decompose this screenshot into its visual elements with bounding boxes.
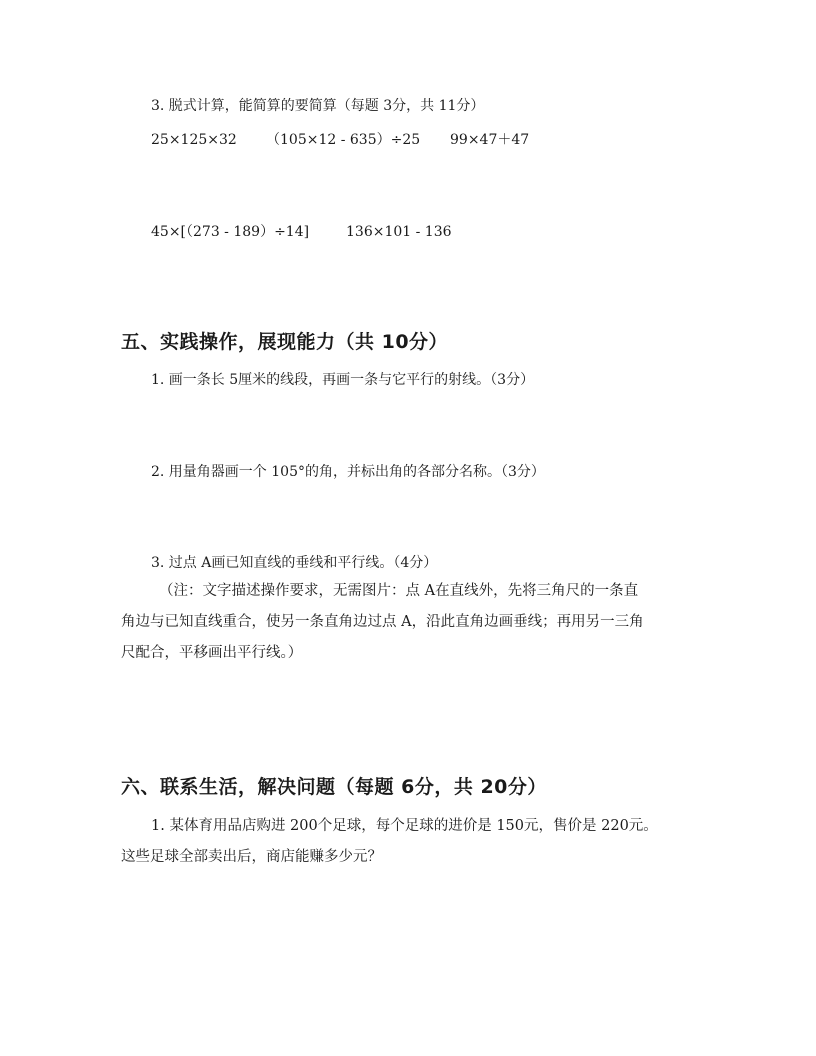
q3-expr-4: 45×[（273 - 189）÷14]: [151, 224, 310, 240]
q3-expr-3: 99×47＋47: [450, 132, 530, 148]
note-line-1: （注：文字描述操作要求，无需图片：点 A在直线外，先将三角尺的一条直: [159, 583, 639, 599]
section-6-problem-1: [121, 811, 721, 873]
section-5-heading: 五、实践操作，展现能力（共 10分）: [121, 331, 449, 353]
section-5-item-1: 1. 画一条长 5厘米的线段，再画一条与它平行的射线。（3分）: [151, 372, 535, 388]
q3-expr-2: （105×12 - 635）÷25: [266, 132, 421, 148]
problem-1-line-1: 1. 某体育用品店购进 200个足球，每个足球的进价是 150元，售价是 220元。: [151, 818, 658, 834]
note-line-3: 尺配合，平移画出平行线。）: [121, 645, 303, 661]
q3-expr-5: 136×101 - 136: [346, 224, 452, 240]
section-5-item-2: 2. 用量角器画一个 105°的角，并标出角的各部分名称。（3分）: [151, 464, 545, 480]
q3-title: 3. 脱式计算，能简算的要简算（每题 3分，共 11分）: [151, 98, 485, 114]
note-line-2: 角边与已知直线重合，使另一条直角边过点 A，沿此直角边画垂线；再用另一三角: [121, 614, 644, 630]
section-5-item-3: 3. 过点 A画已知直线的垂线和平行线。（4分）: [151, 555, 438, 571]
section-6-heading: 六、联系生活，解决问题（每题 6分，共 20分）: [121, 776, 547, 798]
q3-expr-1: 25×125×32: [151, 132, 237, 148]
section-5-note: [121, 576, 711, 669]
problem-1-line-2: 这些足球全部卖出后，商店能赚多少元？: [121, 849, 382, 865]
